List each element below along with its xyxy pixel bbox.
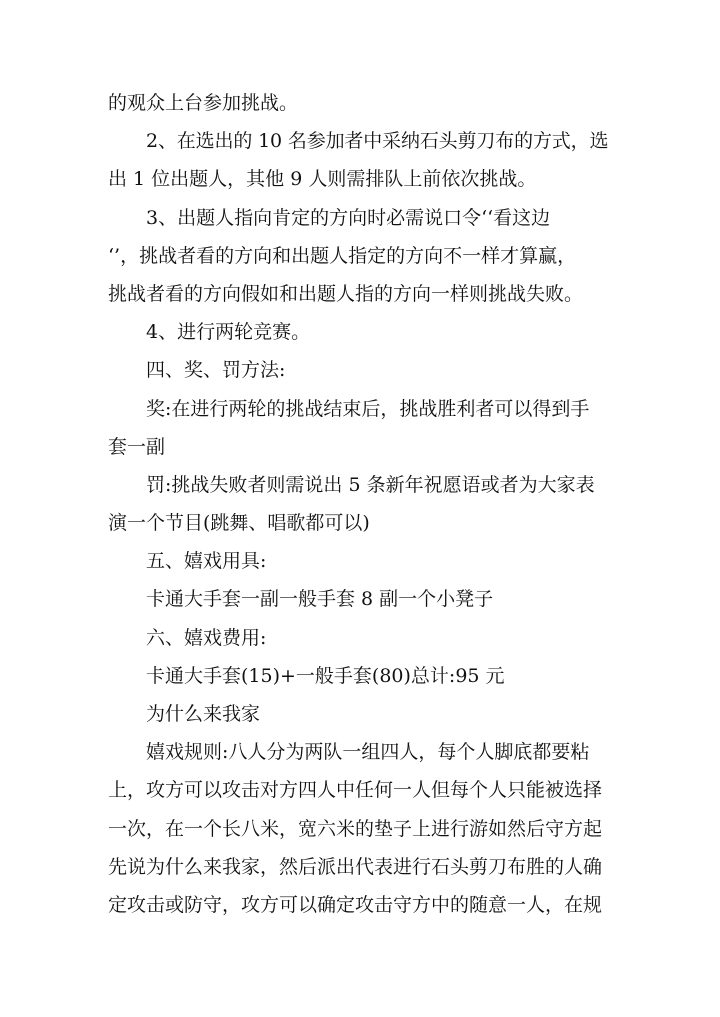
text-line: 4、进行两轮竞赛。 [146, 321, 311, 344]
text-line: 套一副 [108, 435, 166, 458]
text-line: 六、嬉戏费用: [146, 626, 267, 649]
text-line: 的观众上台参加挑战。 [108, 92, 299, 114]
text-line: 一次，在一个长八米，宽六米的垫子上进行游如然后守方起 [108, 817, 603, 840]
text-line: 演一个节目(跳舞、唱歌都可以) [108, 512, 370, 535]
text-line: 挑战者看的方向假如和出题人指的方向一样则挑战失败。 [108, 282, 584, 305]
text-line: 卡通大手套一副一般手套 8 副一个小凳子 [146, 588, 494, 611]
text-line: 四、奖、罚方法: [146, 359, 286, 382]
text-line: 奖:在进行两轮的挑战结束后，挑战胜利者可以得到手 [146, 397, 590, 420]
text-line: 为什么来我家 [146, 703, 261, 725]
document-body [108, 84, 608, 924]
text-line: 卡通大手套(15)+一般手套(80)总计:95 元 [146, 664, 505, 687]
text-line: 罚:挑战失败者则需说出 5 条新年祝愿语或者为大家表 [146, 473, 595, 496]
text-line: 定攻击或防守，攻方可以确定攻击守方中的随意一人，在规 [108, 893, 603, 916]
text-line: 3、出题人指向肯定的方向时必需说口令‘‘看这边 [146, 206, 551, 229]
text-line: 先说为什么来我家，然后派出代表进行石头剪刀布胜的人确 [108, 855, 603, 878]
text-line: 五、嬉戏用具: [146, 550, 267, 573]
text-line: 出 1 位出题人，其他 9 人则需排队上前依次挑战。 [108, 168, 537, 191]
text-line: 2、在选出的 10 名参加者中采纳石头剪刀布的方式，选 [146, 130, 609, 153]
text-line: ‘’，挑战者看的方向和出题人指定的方向不一样才算赢， [108, 244, 577, 267]
text-line: 上，攻方可以攻击对方四人中任何一人但每个人只能被选择 [108, 779, 603, 802]
text-line: 嬉戏规则:八人分为两队一组四人，每个人脚底都要粘 [146, 741, 590, 764]
